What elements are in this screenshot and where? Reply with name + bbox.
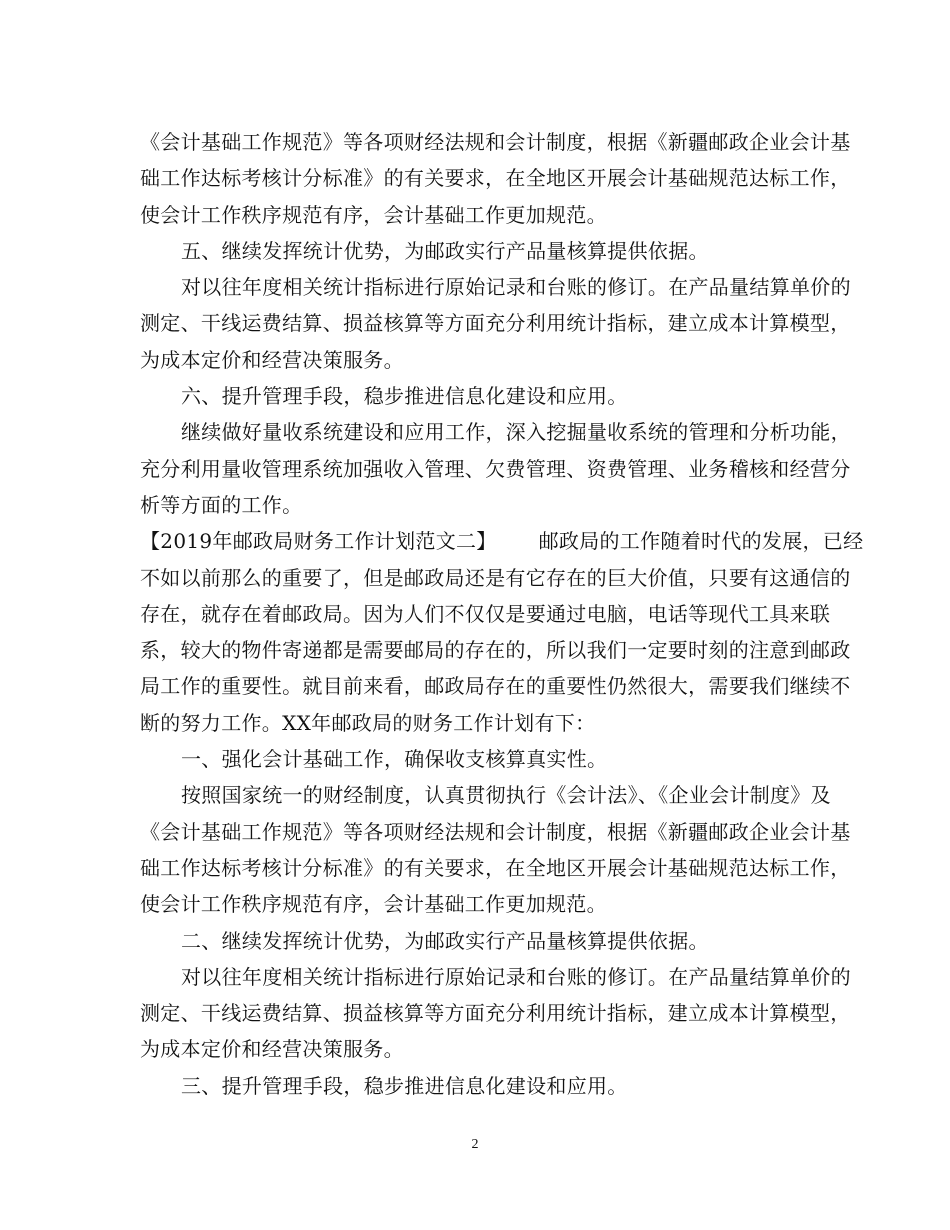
text-line: 《会计基础工作规范》等各项财经法规和会计制度，根据《新疆邮政企业会计基: [140, 819, 851, 844]
text-line: 五、继续发挥统计优势，为邮政实行产品量核算提供依据。: [181, 238, 709, 263]
page-number: 2: [471, 1137, 479, 1152]
text-block-part-two: [140, 560, 851, 1104]
text-line: 六、提升管理手段，稳步推进信息化建设和应用。: [181, 384, 628, 409]
text-line: 局工作的重要性。就目前来看，邮政局存在的重要性仍然很大，需要我们继续不: [140, 674, 851, 699]
text-line: 一、强化会计基础工作，确保收支核算真实性。: [181, 747, 608, 772]
text-line: 三、提升管理手段，稳步推进信息化建设和应用。: [181, 1073, 628, 1098]
text-line: 础工作达标考核计分标准》的有关要求，在全地区开展会计基础规范达标工作，: [140, 166, 851, 191]
text-line: 使会计工作秩序规范有序，会计基础工作更加规范。: [140, 202, 607, 227]
text-line: 不如以前那么的重要了，但是邮政局还是有它存在的巨大价值，只要有这通信的: [140, 565, 851, 590]
text-line: 测定、干线运费结算、损益核算等方面充分利用统计指标，建立成本计算模型，: [140, 1001, 851, 1026]
document-body: [140, 124, 864, 1104]
section-heading-line: [140, 523, 864, 559]
text-line: 为成本定价和经营决策服务。: [140, 1037, 404, 1062]
text-line: 析等方面的工作。: [140, 492, 303, 517]
section-first-line-text: 邮政局的工作随着时代的发展，已经: [538, 529, 864, 554]
text-line: 使会计工作秩序规范有序，会计基础工作更加规范。: [140, 892, 607, 917]
text-line: 为成本定价和经营决策服务。: [140, 347, 404, 372]
text-line: 《会计基础工作规范》等各项财经法规和会计制度，根据《新疆邮政企业会计基: [140, 130, 851, 154]
text-block-part-one: [140, 124, 851, 523]
text-line: 断的努力工作。XX年邮政局的财务工作计划有下：: [140, 710, 596, 735]
text-line: 测定、干线运费结算、损益核算等方面充分利用统计指标，建立成本计算模型，: [140, 311, 851, 336]
text-line: 对以往年度相关统计指标进行原始记录和台账的修订。在产品量结算单价的: [181, 964, 851, 989]
text-line: 继续做好量收系统建设和应用工作，深入挖掘量收系统的管理和分析功能，: [181, 420, 851, 445]
text-line: 对以往年度相关统计指标进行原始记录和台账的修订。在产品量结算单价的: [181, 275, 851, 300]
text-line: 系，较大的物件寄递都是需要邮局的存在的，所以我们一定要时刻的注意到邮政: [140, 638, 851, 663]
text-line: 充分利用量收管理系统加强收入管理、欠费管理、资费管理、业务稽核和经营分: [140, 456, 851, 481]
text-line: 础工作达标考核计分标准》的有关要求，在全地区开展会计基础规范达标工作，: [140, 855, 851, 880]
text-line: 存在，就存在着邮政局。因为人们不仅仅是要通过电脑，电话等现代工具来联: [140, 601, 831, 626]
text-line: 二、继续发挥统计优势，为邮政实行产品量核算提供依据。: [181, 928, 709, 953]
section-heading: 【2019年邮政局财务工作计划范文二】: [140, 529, 497, 554]
text-line: 按照国家统一的财经制度，认真贯彻执行《会计法》、《企业会计制度》及: [181, 783, 831, 808]
